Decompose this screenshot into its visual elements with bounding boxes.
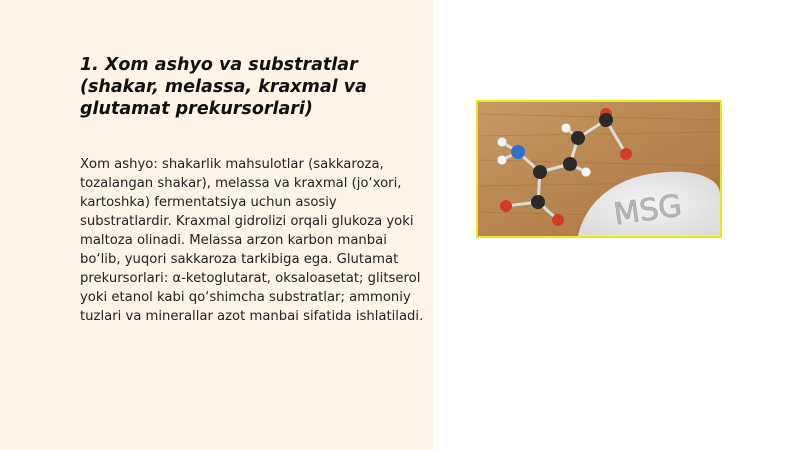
carbon-atom (533, 165, 547, 179)
oxygen-atom (620, 148, 632, 160)
carbon-atom (599, 113, 613, 127)
msg-molecule-illustration (478, 102, 720, 236)
oxygen-atom (552, 214, 564, 226)
hydrogen-atom (498, 156, 507, 165)
hydrogen-atom (582, 168, 591, 177)
carbon-atom (571, 131, 585, 145)
salt-text: MSG (611, 188, 684, 233)
nitrogen-atom (511, 145, 525, 159)
carbon-atom (563, 157, 577, 171)
hydrogen-atom (498, 138, 507, 147)
msg-molecule-photo (476, 100, 722, 238)
oxygen-atom (500, 200, 512, 212)
slide-title: 1. Xom ashyo va substratlar (shakar, melassa, kraxmal va glutamat prekursorlari) (80, 55, 367, 119)
carbon-atom (531, 195, 545, 209)
hydrogen-atom (562, 124, 571, 133)
slide-body-text: Xom ashyo: shakarlik mahsulotlar (sakkaroza, tozalangan shakar), melassa va kraxmal (jo‘xori, kartoshka) fermentatsiya uchun asosiy substratlardir. Kraxmal gidrolizi orqali glukoza yoki maltoza olinadi. Melassa arzon karbon manbai bo‘lib, yuqori sakkaroza tarkibiga ega. Glutamat prekursorlari: α-ketoglutarat, oksaloasetat; glitserol yoki etanol kabi qo‘shimcha substratlar; ammoniy tuzlari va minerallar azot manbai sifatida ishlatiladi. (80, 157, 424, 324)
